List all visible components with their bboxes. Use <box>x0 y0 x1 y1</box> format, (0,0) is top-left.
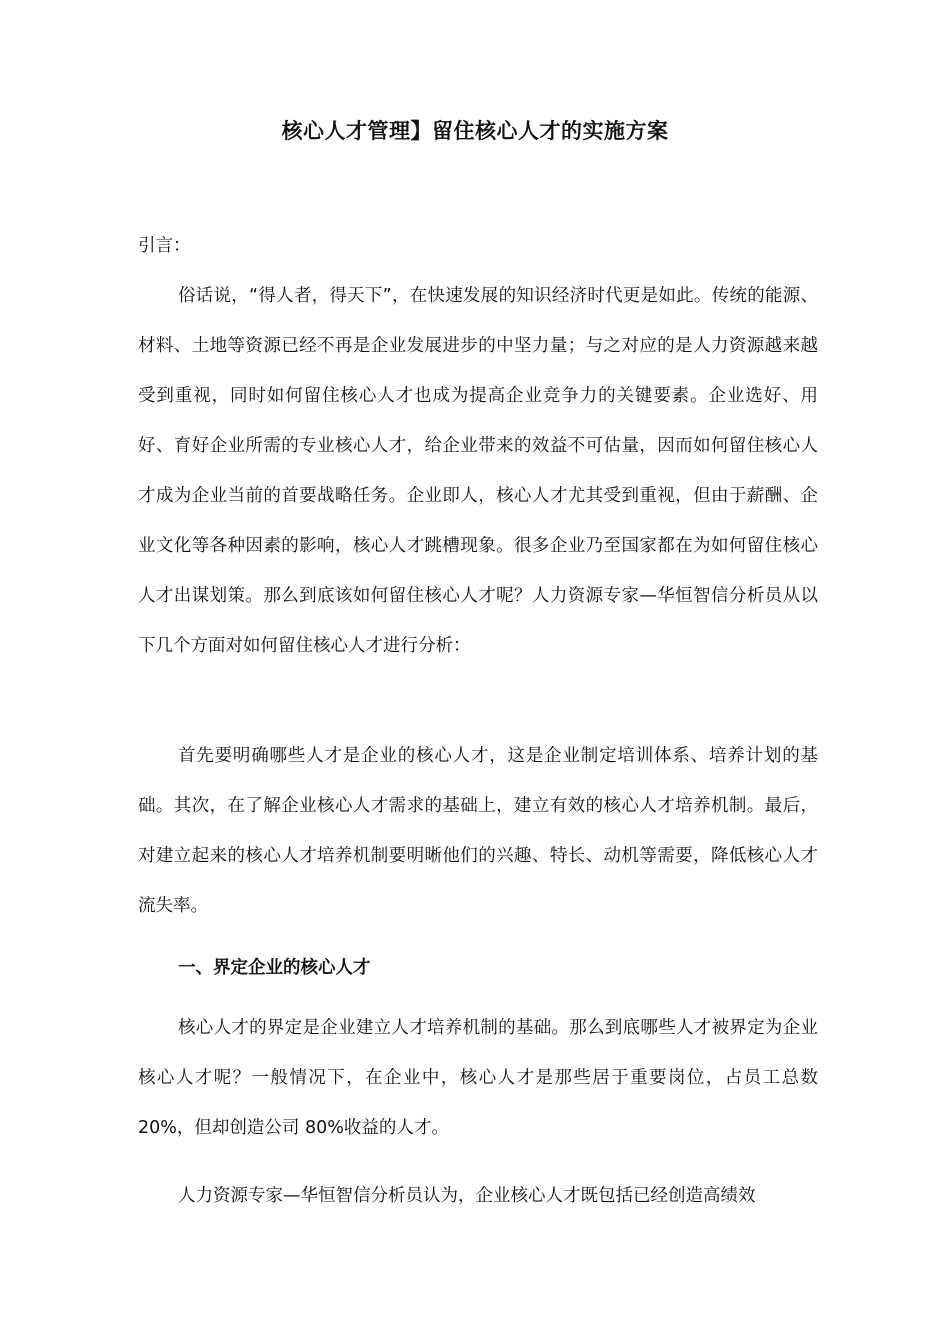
intro-label: 引言： <box>138 236 191 256</box>
paragraph-expert-view: 人力资源专家—华恒智信分析员认为，企业核心人才既包括已经创造高绩效 <box>178 1186 756 1206</box>
document-title: 核心人才管理】留住核心人才的实施方案 <box>281 119 669 143</box>
section-heading-1: 一、界定企业的核心人才 <box>178 958 371 978</box>
paragraph-definition: 核心人才的界定是企业建立人才培养机制的基础。那么到底哪些人才被界定为企业核心人才呢？一般情况下，在企业中，核心人才是那些居于重要岗位，占员工总数 20%，但却创造公司 80%收益的人才。 <box>138 1018 818 1138</box>
paragraph-overview: 首先要明确哪些人才是企业的核心人才，这是企业制定培训体系、培养计划的基础。其次，在了解企业核心人才需求的基础上，建立有效的核心人才培养机制。最后，对建立起来的核心人才培养机制要明晰他们的兴趣、特长、动机等需要，降低核心人才流失率。 <box>138 746 818 916</box>
paragraph-intro: 俗话说，“得人者，得天下”，在快速发展的知识经济时代更是如此。传统的能源、材料、土地等资源已经不再是企业发展进步的中坚力量；与之对应的是人力资源越来越受到重视，同时如何留住核心人才也成为提高企业竞争力的关键要素。企业选好、用好、育好企业所需的专业核心人才，给企业带来的效益不可估量，因而如何留住核心人才成为企业当前的首要战略任务。企业即人，核心人才尤其受到重视，但由于薪酬、企业文化等各种因素的影响，核心人才跳槽现象。很多企业乃至国家都在为如何留住核心人才出谋划策。那么到底该如何留住核心人才呢？人力资源专家—华恒智信分析员从以下几个方面对如何留住核心人才进行分析： <box>138 286 818 656</box>
